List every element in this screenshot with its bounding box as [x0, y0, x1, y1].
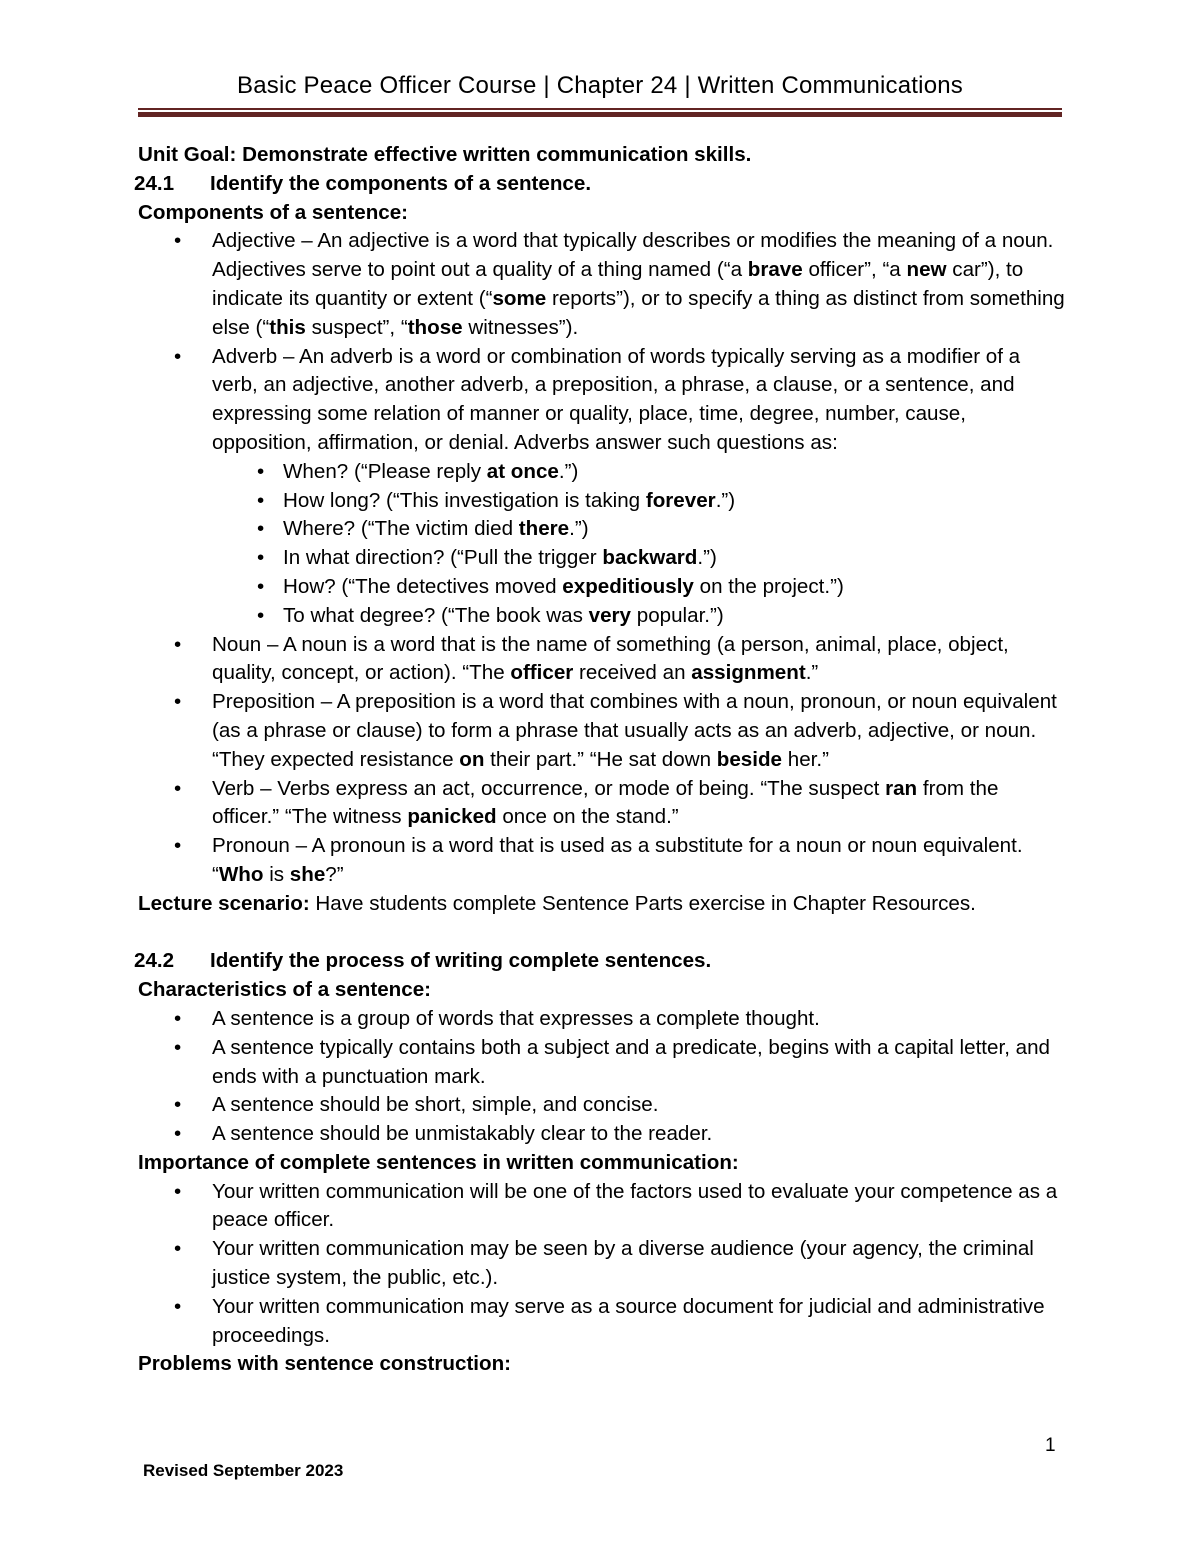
list-item: • Your written communication may be seen by a diverse audience (your agency, the criminal justice system, the public, etc.).: [138, 1235, 1068, 1293]
revised-date: Revised September 2023: [143, 1461, 344, 1480]
unit-goal: Unit Goal: Demonstrate effective written communication skills.: [138, 143, 752, 166]
adverb-questions-list: [212, 458, 1068, 631]
list-item: • Your written communication may serve as a source document for judicial and administrative proceedings.: [138, 1293, 1068, 1351]
list-item: • A sentence should be unmistakably clear to the reader.: [138, 1120, 1068, 1149]
components-heading: Components of a sentence:: [138, 200, 409, 224]
list-item-adjective: • Adjective – An adjective is a word that typically describes or modifies the meaning of a noun. Adjectives serve to point out a quality of a thing named (“a brave officer”, “a new car”), to indicate its quantity or extent (“some reports”), or to specify a thing as distinct from something else (“this suspect”, “those witnesses”).: [138, 227, 1068, 342]
document-body: [134, 141, 1068, 1379]
list-item: • How long? (“This investigation is taking forever.”): [212, 487, 1068, 516]
objective-24-2: [134, 947, 1068, 976]
page-number: 1: [1045, 1435, 1056, 1456]
objective-title: Identify the process of writing complete sentences.: [210, 949, 712, 973]
list-item-preposition: • Preposition – A preposition is a word that combines with a noun, pronoun, or noun equivalent (as a phrase or clause) to form a phrase that usually acts as an adverb, adjective, or noun. “They expected resistance on their part.” “He sat down beside her.”: [138, 688, 1068, 774]
lecture-scenario: Lecture scenario: Have students complete Sentence Parts exercise in Chapter Resources.: [138, 891, 976, 915]
list-item: • Where? (“The victim died there.”): [212, 515, 1068, 544]
objective-number: 24.1: [134, 171, 175, 195]
header-divider-thick: [138, 112, 1062, 117]
list-item: • A sentence should be short, simple, and concise.: [138, 1091, 1068, 1120]
importance-heading: Importance of complete sentences in written communication:: [138, 1150, 739, 1174]
list-item: • A sentence typically contains both a subject and a predicate, begins with a capital letter, and ends with a punctuation mark.: [138, 1034, 1068, 1092]
list-item-noun: • Noun – A noun is a word that is the name of something (a person, animal, place, object, quality, concept, or action). “The officer received an assignment.”: [138, 631, 1068, 689]
list-item: • When? (“Please reply at once.”): [212, 458, 1068, 487]
components-list: [138, 227, 1068, 889]
list-item: • A sentence is a group of words that expresses a complete thought.: [138, 1005, 1068, 1034]
list-item: • In what direction? (“Pull the trigger backward.”): [212, 544, 1068, 573]
list-item-adverb: • Adverb – An adverb is a word or combination of words typically serving as a modifier of a verb, an adjective, another adverb, a preposition, a phrase, a clause, or a sentence, and expressing some relation of manner or quality, place, time, degree, number, cause, opposition, affirmation, or denial. Adverbs answer such questions as: • When? (“Please reply at once.”) • How long? (“This investigation is taking forever.”) • Where? (“The victim died there.”) • In what direction? (“Pull the trigger backward.”) • How? (“The detectives moved expeditiously on the project.”) • To what degree? (“The book was very popular.”): [138, 343, 1068, 631]
list-item-pronoun: • Pronoun – A pronoun is a word that is used as a substitute for a noun or noun equivalent. “Who is she?”: [138, 832, 1068, 890]
objective-title: Identify the components of a sentence.: [210, 171, 592, 195]
list-item: • Your written communication will be one of the factors used to evaluate your competence as a peace officer.: [138, 1178, 1068, 1236]
objective-number: 24.2: [134, 949, 175, 973]
list-item: • To what degree? (“The book was very popular.”): [212, 602, 1068, 631]
importance-list: [138, 1178, 1068, 1351]
objective-24-1: [134, 170, 1068, 199]
problems-heading: Problems with sentence construction:: [138, 1352, 512, 1376]
characteristics-heading: Characteristics of a sentence:: [138, 978, 432, 1002]
header-divider: [138, 108, 1062, 117]
list-item-verb: • Verb – Verbs express an act, occurrence, or mode of being. “The suspect ran from the officer.” “The witness panicked once on the stand.”: [138, 775, 1068, 833]
page-header-title: Basic Peace Officer Course | Chapter 24 | Written Communications: [236, 72, 963, 99]
list-item: • How? (“The detectives moved expeditiously on the project.”): [212, 573, 1068, 602]
characteristics-list: [138, 1005, 1068, 1149]
